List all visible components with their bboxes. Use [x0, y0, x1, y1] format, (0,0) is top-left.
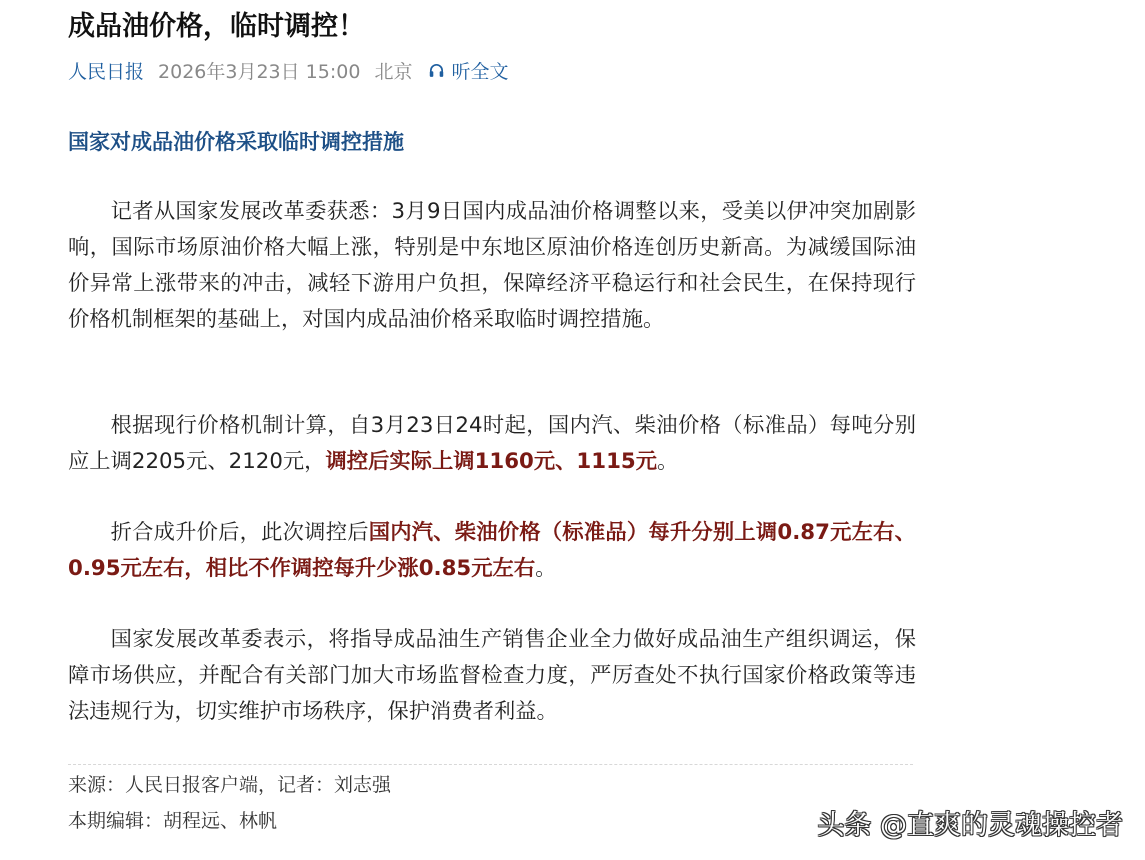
paragraph-4: 国家发展改革委表示，将指导成品油生产销售企业全力做好成品油生产组织调运，保障市场供应，并配合有关部门加大市场监督检查力度，严厉查处不执行国家价格政策等违法违规行为，切实维护市场秩序，保护消费者利益。 — [68, 627, 916, 724]
paragraph-2-text: 根据现行价格机制计算，自3月23日24时起，国内汽、柴油价格（标准品）每吨分别应上调2205元、2120元， — [68, 413, 916, 474]
article-meta — [68, 57, 508, 84]
paragraph-2-highlight: 调控后实际上调1160元、1115元 — [325, 449, 658, 474]
footer-source-line: 来源：人民日报客户端，记者：刘志强 — [68, 774, 392, 796]
article-subheading: 国家对成品油价格采取临时调控措施 — [68, 130, 404, 154]
paragraph-1: 记者从国家发展改革委获悉：3月9日国内成品油价格调整以来，受美以伊冲突加剧影响，国际市场原油价格大幅上涨，特别是中东地区原油价格连创历史新高。为减缓国际油价异常上涨带来的冲击，减轻下游用户负担，保障经济平稳运行和社会民生，在保持现行价格机制框架的基础上，对国内成品油价格采取临时调控措施。 — [68, 199, 916, 332]
paragraph-2-end: 。 — [657, 449, 679, 474]
paragraph-3-text: 折合成升价后，此次调控后 — [110, 520, 369, 545]
footer-divider — [68, 764, 913, 765]
meta-city: 北京 — [374, 61, 413, 83]
meta-date: 2026年3月23日 15:00 — [158, 61, 361, 83]
meta-source[interactable]: 人民日报 — [68, 61, 145, 83]
watermark: 头条 @直爽的灵魂操控者 — [817, 810, 1123, 841]
headphones-icon — [428, 62, 445, 79]
paragraph-3-end: 。 — [535, 556, 557, 581]
paragraph-3 — [68, 515, 916, 587]
footer-editor-line: 本期编辑：胡程远、林帆 — [68, 810, 278, 832]
paragraph-3-highlight: 国内汽、柴油价格（标准品）每升分别上调0.87元左右、0.95元左右，相比不作调控每升少涨0.85元左右 — [68, 520, 916, 581]
article-title: 成品油价格，临时调控！ — [68, 11, 365, 42]
listen-full-text-button[interactable] — [428, 57, 508, 84]
paragraph-2 — [68, 408, 916, 480]
listen-full-text-label: 听全文 — [451, 61, 509, 83]
